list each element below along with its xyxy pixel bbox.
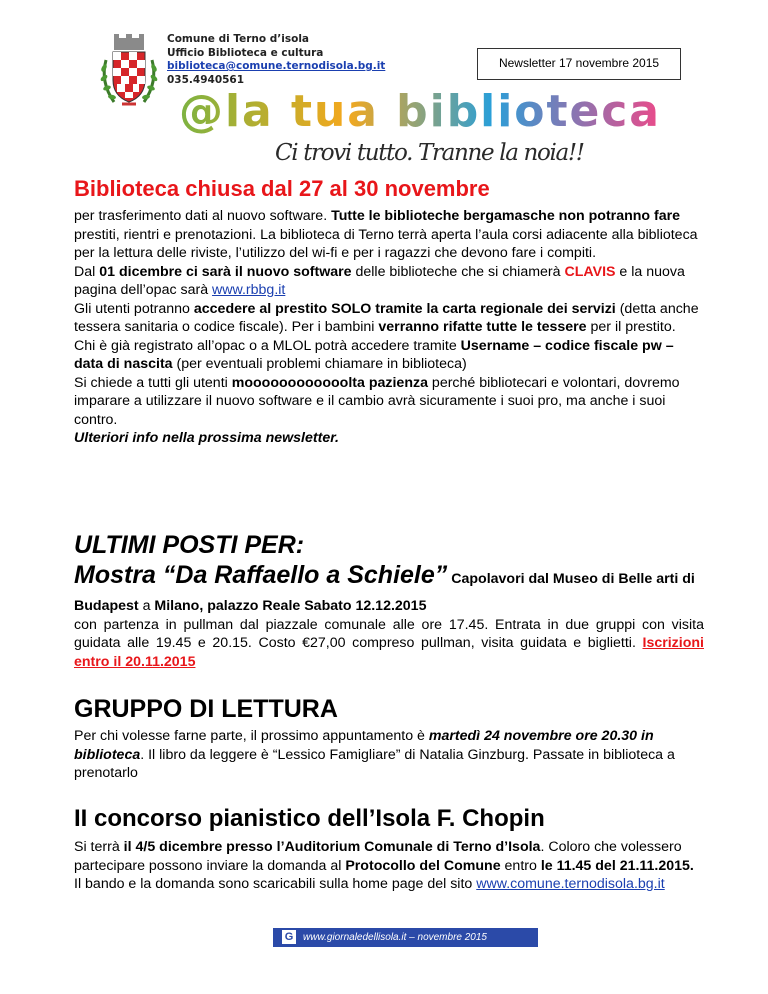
closure-paragraph-5: Si chiede a tutti gli utenti moooooooooooolta pazienza perché bibliotecari e volontari, dovremo imparare a utilizzare il nuovo software e il cambio avrà sicuramente i suoi pro, ma anche i suoi contro. [74, 374, 680, 428]
banner-slogan: Ci trovi tutto. Tranne la noia!! [275, 140, 585, 166]
closure-paragraph-3: Gli utenti potranno accedere al prestito SOLO tramite la carta regionale dei servizi (detta anche tessera sanitaria o codice fiscale). Per i bambini verranno rifatte tutte le tessere per il prestito. [74, 300, 699, 335]
trip-section [74, 530, 704, 671]
closure-paragraph-1: per trasferimento dati al nuovo software. Tutte le biblioteche bergamasche non potranno fare prestiti, rientri e prenotazioni. La biblioteca di Terno terrà aperta l’aula corsi adiacente alla biblioteca per la lettura delle riviste, l’utilizzo del wi-fi e per i ragazzi che devono fare i compiti. [74, 208, 698, 261]
closure-paragraph-2: Dal 01 dicembre ci sarà il nuovo software delle biblioteche che si chiamerà CLAVIS e la nuova pagina dell’opac sarà www.rbbg.it [74, 263, 685, 298]
trip-title: ULTIMI POSTI PER: [74, 531, 305, 559]
closure-paragraph-6: Ulteriori info nella prossima newsletter. [74, 430, 339, 446]
comune-website-link[interactable]: www.comune.ternodisola.bg.it [476, 876, 665, 892]
rbbg-link[interactable]: www.rbbg.it [212, 282, 286, 298]
reading-text: Per chi volesse farne parte, il prossimo appuntamento è martedì 24 novembre ore 20.30 in biblioteca. Il libro da leggere è “Lessico Famigliare” di Natalia Ginzburg. Passate in biblioteca a prenotarlo [74, 728, 675, 781]
contest-text: Si terrà il 4/5 dicembre presso l’Auditorium Comunale di Terno d’Isola. Coloro che volessero partecipare possono inviare la domanda al Protocollo del Comune entro le 11.45 del 21.11.2015. Il bando e la domanda sono scaricabili sulla home page del sito www.comune.ternodisola.bg.it [74, 839, 694, 892]
closure-paragraph-4: Chi è già registrato all’opac o a MLOL potrà accedere tramite Username – codice fiscale pw – data di nascita (per eventuali problemi chiamare in biblioteca) [74, 337, 674, 372]
contest-title: II concorso pianistico dell’Isola F. Chopin [74, 805, 545, 832]
contest-section [74, 804, 704, 894]
newsletter-date-box: Newsletter 17 novembre 2015 [477, 48, 681, 80]
trip-location: Budapest a Milano, palazzo Reale Sabato 12.12.2015 [74, 598, 427, 614]
banner-title: @la tua biblioteca [179, 86, 659, 137]
email-link[interactable]: biblioteca@comune.ternodisola.bg.it [167, 60, 386, 72]
office-name: Ufficio Biblioteca e cultura [167, 46, 324, 59]
library-banner-logo [175, 84, 665, 170]
newspaper-logo-icon: G [282, 930, 296, 944]
closure-title: Biblioteca chiusa dal 27 al 30 novembre [74, 176, 490, 201]
org-name: Comune di Terno d’isola [167, 33, 310, 45]
reading-title: GRUPPO DI LETTURA [74, 695, 338, 723]
municipal-crest-icon [98, 30, 160, 112]
org-info [167, 33, 385, 87]
reading-section [74, 694, 704, 783]
footer-bar [273, 928, 538, 947]
trip-deadline: Iscrizioni entro il 20.11.2015 [74, 635, 704, 670]
phone-number: 035.4940561 [167, 73, 245, 86]
closure-section [74, 176, 704, 448]
trip-subtitle: Mostra “Da Raffaello a Schiele” Capolavori dal Museo di Belle arti di [74, 561, 695, 589]
footer-text[interactable]: www.giornaledellisola.it – novembre 2015 [303, 932, 487, 943]
trip-details: con partenza in pullman dal piazzale comunale alle ore 17.45. Entrata in due gruppi con visita guidata alle 19.45 e 20.15. Costo €27,00 compreso pullman, visita guidata e biglietti. Iscrizioni entro il 20.11.2015 [74, 616, 704, 670]
